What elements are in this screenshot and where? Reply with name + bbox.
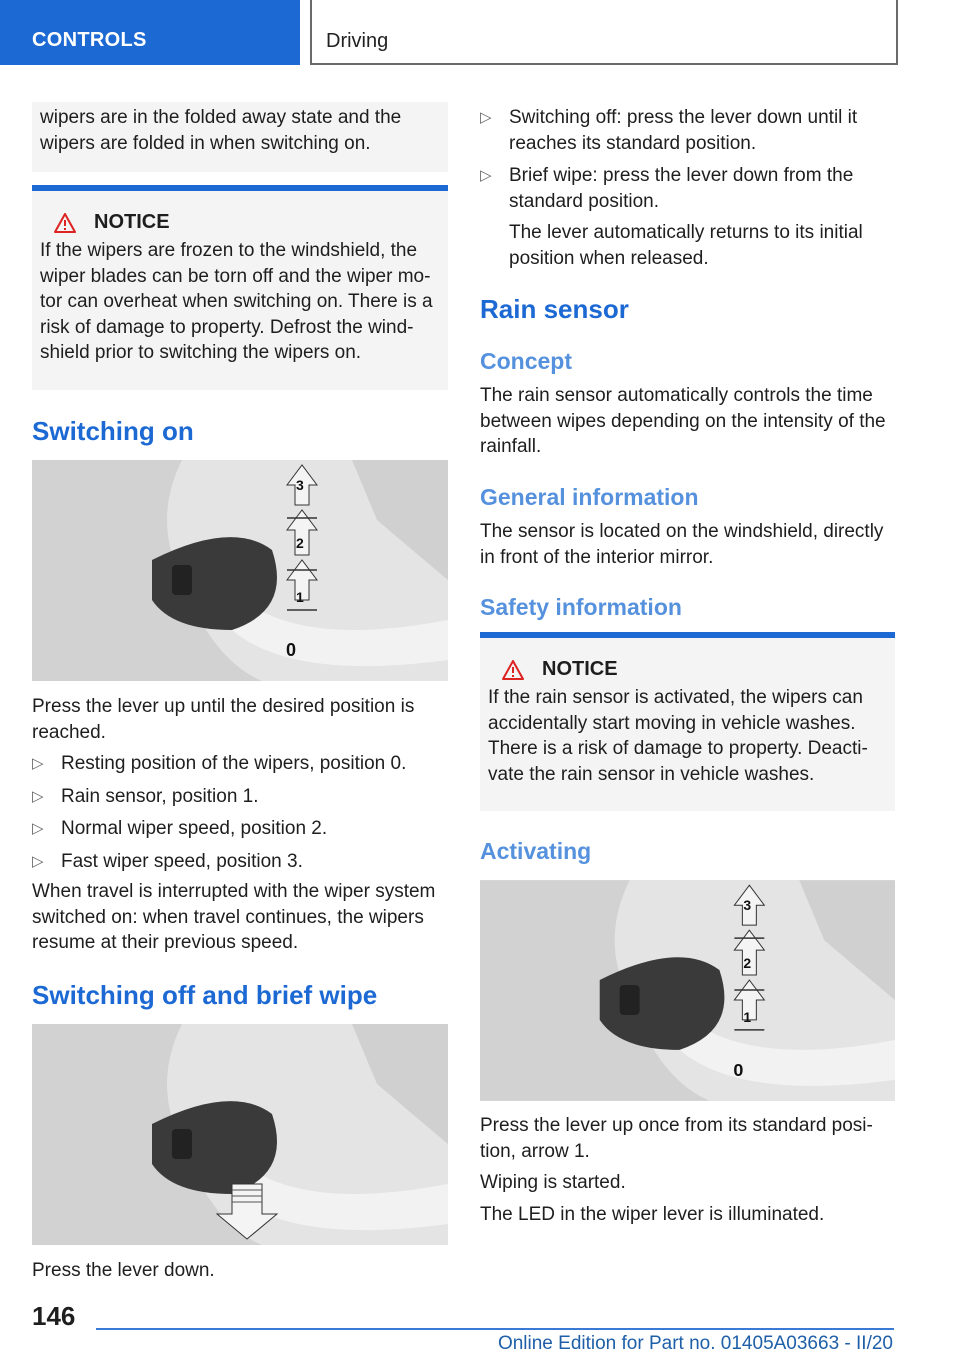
section-tab bbox=[0, 0, 300, 65]
fig1-label-3: 3 bbox=[296, 477, 304, 493]
text-press-lever-up: Press the lever up until the desired position is reached. bbox=[32, 696, 415, 743]
fig3-label-1: 1 bbox=[743, 1008, 752, 1025]
heading-concept: Concept bbox=[480, 348, 572, 374]
text-concept: The rain sensor automatically controls the time between wipes depending on the intensity of the rainfall. bbox=[480, 385, 886, 457]
continued-notice-text: wipers are in the folded away state and the wipers are folded in when switching on. bbox=[40, 107, 402, 154]
list-item: ▷ Switching off: press the lever down until it reaches its standard position. bbox=[480, 107, 858, 154]
list-switch-off-brief-wipe bbox=[480, 105, 895, 271]
fig3-label-3: 3 bbox=[743, 897, 752, 914]
chapter-title: Driving bbox=[326, 30, 389, 52]
heading-safety-information: Safety information bbox=[480, 594, 682, 620]
text-activate-step: Press the lever up once from its standard position, arrow 1. bbox=[480, 1115, 873, 1162]
heading-activating: Activating bbox=[480, 838, 592, 864]
notice-box-frozen-wipers bbox=[32, 185, 448, 390]
list-item: ▷ Fast wiper speed, position 3. bbox=[32, 849, 448, 875]
warning-icon bbox=[54, 213, 76, 233]
triangle-bullet-icon: ▷ bbox=[32, 755, 44, 772]
notice-heading bbox=[54, 211, 440, 234]
triangle-bullet-icon: ▷ bbox=[480, 167, 492, 184]
list-item-subtext: The lever automatically returns to its initial position when released. bbox=[509, 222, 863, 269]
heading-general-information: General information bbox=[480, 484, 699, 510]
chapter-tab bbox=[310, 0, 898, 65]
heading-switching-off: Switching off and brief wipe bbox=[32, 980, 378, 1010]
figure-wiper-lever-down bbox=[32, 1024, 448, 1245]
notice-heading bbox=[502, 658, 887, 681]
notice-box-rain-sensor bbox=[480, 632, 895, 811]
text-travel-interrupted: When travel is interrupted with the wiper system switched on: when travel continues, the wipers resume at their previous speed. bbox=[32, 881, 436, 953]
section-title: CONTROLS bbox=[32, 29, 147, 51]
triangle-bullet-icon: ▷ bbox=[480, 109, 492, 126]
heading-rain-sensor: Rain sensor bbox=[480, 294, 629, 324]
page-number: 146 bbox=[32, 1301, 76, 1331]
notice-text: If the rain sensor is activated, the wipers can accidentally start moving in vehicle washes. There is a risk of damage to property. Deactivate the rain sensor in vehicle washes. bbox=[488, 687, 868, 785]
footer-edition: Online Edition for Part no. 01405A03663 - II/20 bbox=[497, 1333, 893, 1354]
list-item: ▷ Brief wipe: press the lever down from the standard position. The lever automatically returns to its initial position when released. bbox=[480, 163, 895, 271]
notice-title: NOTICE bbox=[542, 658, 618, 680]
triangle-bullet-icon: ▷ bbox=[32, 852, 44, 870]
fig3-label-2: 2 bbox=[743, 955, 752, 972]
text-general-information: The sensor is located on the windshield, directly in front of the interior mirror. bbox=[480, 521, 884, 568]
list-item: ▷ Rain sensor, position 1. bbox=[32, 784, 448, 810]
list-wiper-positions bbox=[32, 751, 448, 874]
figure-activating-lever bbox=[480, 880, 895, 1101]
text-wiping-started: Wiping is started. bbox=[480, 1172, 626, 1193]
fig3-label-0: 0 bbox=[733, 1059, 744, 1080]
text-led-illuminated: The LED in the wiper lever is illuminated. bbox=[480, 1204, 825, 1225]
fig1-label-2: 2 bbox=[296, 535, 304, 551]
continued-notice bbox=[32, 102, 448, 172]
notice-title: NOTICE bbox=[94, 211, 170, 233]
triangle-bullet-icon: ▷ bbox=[32, 820, 44, 837]
fig1-label-0: 0 bbox=[286, 640, 297, 660]
heading-switching-on: Switching on bbox=[32, 416, 194, 446]
warning-icon bbox=[502, 660, 524, 680]
notice-text: If the wipers are frozen to the windshield, the wiper blades can be torn off and the wiper motor can overheat when switching on. There is a risk of damage to property. Defrost the windshield prior to switching the wipers on. bbox=[40, 240, 433, 363]
fig1-label-1: 1 bbox=[296, 589, 304, 605]
list-item: ▷ Resting position of the wipers, position 0. bbox=[32, 751, 448, 777]
triangle-bullet-icon: ▷ bbox=[32, 787, 44, 805]
list-item: ▷ Normal wiper speed, position 2. bbox=[32, 816, 448, 842]
text-press-lever-down: Press the lever down. bbox=[32, 1260, 215, 1281]
figure-wiper-lever-positions bbox=[32, 460, 448, 681]
footer-divider bbox=[96, 1328, 894, 1330]
